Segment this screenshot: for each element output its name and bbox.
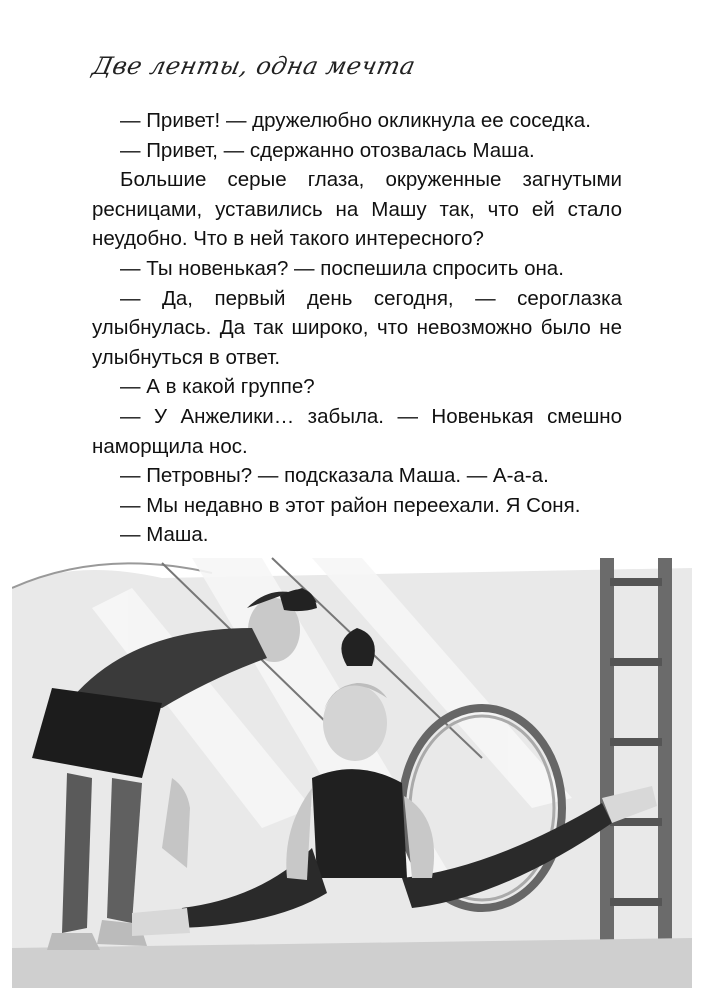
paragraph: — Да, первый день сегодня, — сероглазка улыбнулась. Да так широко, что невозможно было не улыбнуться в ответ. [92, 286, 622, 369]
paragraph: — Петровны? — подсказала Маша. — А-а-а. [120, 464, 549, 488]
paragraph: — Привет, — сдержанно отозвалась Маша. [120, 138, 535, 162]
paragraph: — Маша. [120, 523, 209, 547]
paragraph: — У Анжелики… забыла. — Новенькая смешно наморщила нос. [92, 404, 622, 458]
paragraph: — А в какой группе? [120, 375, 315, 399]
gymnasts-illustration [12, 548, 692, 988]
paragraph: — Привет! — дружелюбно окликнула ее соседка. [120, 109, 591, 132]
running-head: Две ленты, одна мечта [90, 52, 419, 80]
illustration-svg [12, 548, 692, 988]
paragraph: — Мы недавно в этот район переехали. Я Соня. [120, 493, 581, 517]
paragraph: Большие серые глаза, окруженные загнутыми ресницами, уставились на Машу так, что ей стало неудобно. Что в ней такого интересного? [92, 168, 622, 251]
body-text [92, 106, 622, 550]
paragraph: — Ты новенькая? — поспешила спросить она. [120, 256, 564, 280]
